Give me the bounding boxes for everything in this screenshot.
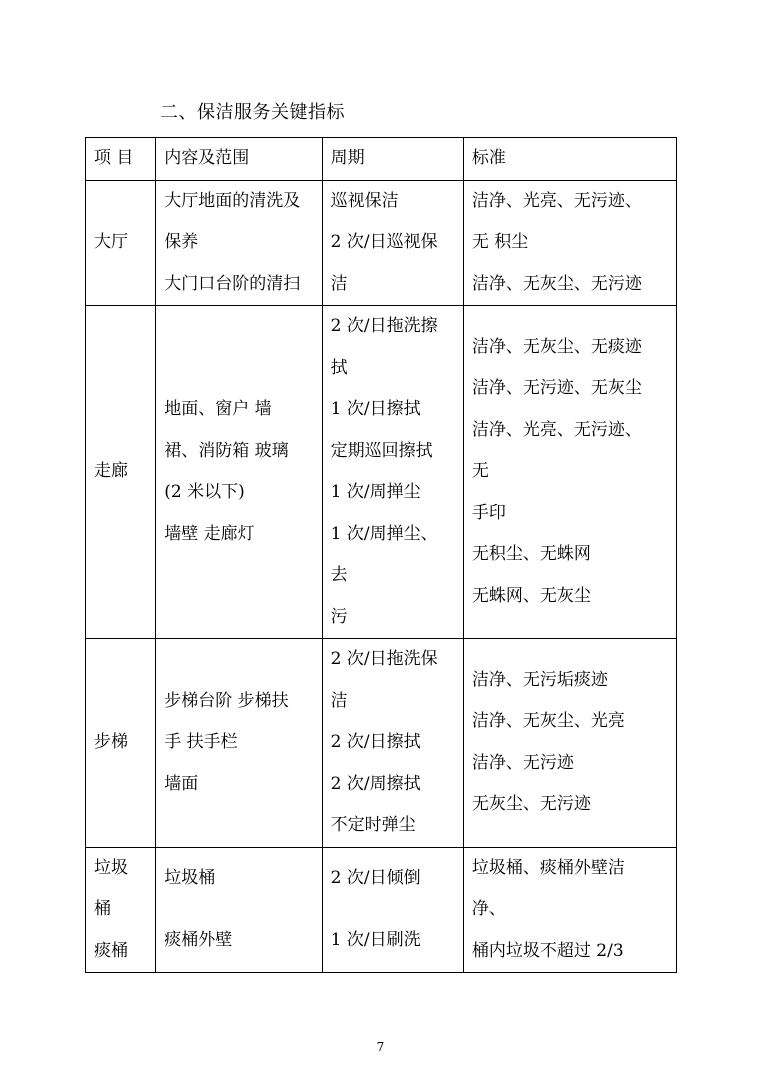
cell-line: 2 次/日拖洗擦 [330,316,438,336]
cell-line: 裙、消防箱 玻璃 [164,440,289,461]
cell-line: 去 [330,565,348,585]
cell-line: 桶 [94,899,111,919]
cleaning-kpi-table [85,137,677,973]
cell-standard [463,306,676,639]
cell-line: 1 次/日擦拭 [330,399,421,419]
cell-line: 洁净、光亮、无污迹、 [471,190,642,211]
cell-line: 拭 [330,357,348,378]
cell-line: 步梯台阶 步梯扶 [164,690,289,711]
header-item: 项 目 [86,138,156,181]
cell-line: 巡视保洁 [330,190,399,211]
cell-line: 手 扶手栏 [164,732,238,752]
cell-line: 墙壁 走廊灯 [164,523,255,544]
cell-line: 2 次/日擦拭 [330,732,421,752]
cell-line: 无 积尘 [471,232,529,252]
cell-line: 无灰尘、无污迹 [471,794,591,815]
header-cycle: 周期 [322,138,463,181]
cell-spacer [331,900,463,920]
cell-line: 墙面 [164,773,199,794]
cell-line: 无蛛网、无灰尘 [471,585,591,606]
cell-line: 2 次/周擦拭 [330,773,421,794]
cell-line: 1 次/周掸尘 [330,482,421,502]
cell-line: 洁净、光亮、无污迹、 [471,419,642,440]
cell-line: 垃圾桶 [164,868,216,889]
cell-line: 洁净、无污迹 [471,752,574,773]
cell-standard [463,639,676,848]
cell-line: 垃圾桶、痰桶外壁洁 [471,857,625,878]
cell-line: 污 [330,606,348,627]
cell-line: 洁净、无灰尘、无污迹 [471,273,642,294]
cell-standard [463,847,676,973]
cell-line: 桶内垃圾不超过 2/3 [471,940,624,961]
cell-line: 手印 [471,502,506,523]
cell-line: 步梯 [94,732,128,752]
cell-line: 保养 [164,232,199,252]
cell-item [86,306,156,639]
cell-line: 1 次/周掸尘、 [330,523,438,544]
cell-line: 无 [471,461,489,482]
cell-line: 2 次/日倾倒 [330,868,421,889]
cell-item [86,847,156,973]
cell-line: 痰桶外壁 [164,929,233,950]
cell-line: 洁净、无污垢痰迹 [471,669,608,690]
cell-item [86,180,156,306]
cell-cycle [322,306,463,639]
cell-line: 垃圾 [94,857,128,878]
cell-line: 洁净、无污迹、无灰尘 [471,378,642,399]
cell-line: (2 米以下) [164,482,245,502]
cell-line: 痰桶 [94,940,128,961]
cell-line: 定期巡回擦拭 [330,440,433,461]
cell-line: 2 次/日巡视保 [330,232,438,252]
cell-line: 大厅 [94,232,128,252]
page-number: 7 [376,1040,385,1054]
cell-scope [156,180,322,306]
table-row [86,306,677,639]
cell-line: 不定时弹尘 [330,815,416,835]
cell-spacer [164,900,321,920]
cell-cycle [322,639,463,848]
cell-line: 洁 [330,273,348,294]
header-scope: 内容及范围 [156,138,322,181]
cell-scope [156,639,322,848]
cell-scope [156,847,322,973]
cell-cycle [322,180,463,306]
cell-line: 大门口台阶的清扫 [164,273,301,294]
table-row [86,847,677,973]
cell-cycle [322,847,463,973]
cell-line: 净、 [471,899,506,919]
cell-line: 1 次/日刷洗 [330,929,421,950]
cell-line: 走廊 [94,461,128,482]
table-row [86,180,677,306]
section-heading: 二、保洁服务关键指标 [160,102,345,123]
cell-line: 2 次/日拖洗保 [330,649,438,669]
cell-line: 无积尘、无蛛网 [471,544,591,565]
cell-line: 大厅地面的清洗及 [164,190,301,211]
cell-standard [463,180,676,306]
cell-line: 洁净、无灰尘、光亮 [471,711,625,732]
cell-line: 洁 [330,690,348,711]
cell-line: 洁净、无灰尘、无痰迹 [471,336,642,357]
table-row [86,639,677,848]
header-standard: 标准 [463,138,676,181]
table-header-row [86,138,677,181]
cell-line: 地面、窗户 墙 [164,399,272,419]
cell-item [86,639,156,848]
cell-scope [156,306,322,639]
